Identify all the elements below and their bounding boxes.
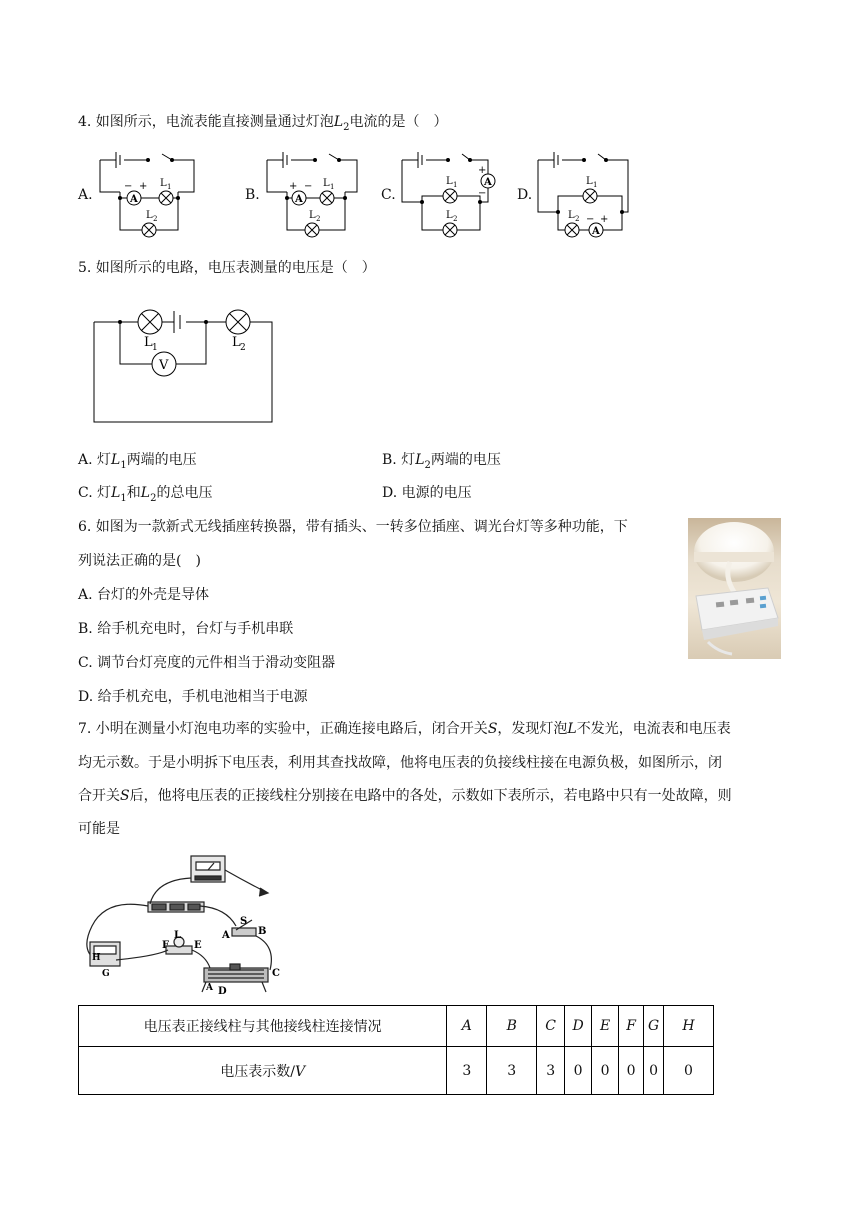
q4b-l2-sub: 2 [316,215,321,223]
q4a-l1-sub: 1 [167,183,172,191]
q4c-minus: − [478,188,487,199]
q5-option-a-pre: A. 灯 [78,452,112,468]
q7-line1-switch: S [487,721,498,737]
table-value-a: 3 [447,1047,487,1095]
q5-option-d: D. 电源的电压 [382,485,472,501]
q6-option-a: A. 台灯的外壳是导体 [78,587,210,603]
table-value-c: 3 [537,1047,565,1095]
q4-stem-var: L [333,114,344,130]
q4a-l2-sub: 2 [153,215,158,223]
q4d-plus: + [600,214,609,225]
q7-stem-line1 [78,719,731,739]
q5-option-a [78,450,197,476]
q4-stem-sub: 2 [343,121,350,133]
q4b-l1-sub: 1 [330,183,335,191]
q7-line1-lamp: L [567,721,577,737]
q4a-minus: − [124,181,133,192]
q7-label-a2: A [206,983,213,993]
q6-stem-line2: 列说法正确的是( ) [78,553,201,569]
q5-option-c-mid: 和 [126,485,141,501]
q7-line3-part-a: 合开关 [78,788,120,804]
q4a-plus: + [139,181,148,192]
table-col-e: E [592,1006,619,1047]
q6-stem-line1: 6. 如图为一款新式无线插座转换器，带有插头、一转多位插座、调光台灯等多种功能，下 [78,519,628,535]
q4d-ammeter-text: A [592,226,600,237]
table-col-a: A [447,1006,487,1047]
q5-option-c-pre: C. 灯 [78,485,112,501]
q5-option-a-var: L [111,452,121,468]
q7-apparatus-figure [76,846,292,996]
q7-label-s: S [240,916,248,927]
q4-stem-text: 4. 如图所示，电流表能直接测量通过灯泡 [78,114,334,130]
q4-stem-tail: 电流的是（ ） [349,114,448,130]
q5-option-b-var: L [415,452,425,468]
q5-option-b-pre: B. 灯 [382,452,416,468]
q4d-l1-sub: 1 [593,181,598,189]
q5-option-b [382,450,501,476]
q7-label-l: L [174,930,182,941]
q7-line3-switch: S [120,788,130,804]
q7-label-d: D [218,986,227,996]
table-col-d: D [565,1006,592,1047]
q7-line1-part-b: ，发现灯泡 [497,721,568,737]
table-value-d: 0 [565,1047,592,1095]
q4-circuit-a [96,146,200,242]
q4c-l1-sub: 1 [453,181,458,189]
table-row1-header: 电压表正接线柱与其他接线柱连接情况 [79,1006,447,1047]
q4b-minus: − [304,181,313,192]
lamp-socket-photo [688,518,781,659]
q4c-l2: L [446,210,453,221]
q7-line3-part-b: 后，他将电压表的正接线柱分别接在电路中的各处，示数如下表所示，若电路中只有一处故障，则 [129,788,732,804]
q4-option-a-label: A. [78,187,93,203]
table-row2-header [79,1047,447,1095]
q4d-l1: L [586,176,593,187]
q4b-l2: L [309,210,316,221]
q7-label-h: H [92,953,101,963]
q5-option-a-sub: 1 [120,459,127,471]
table-col-h: H [664,1006,714,1047]
table-col-f: F [619,1006,644,1047]
q4d-l2: L [568,210,575,221]
table-value-f: 0 [619,1047,644,1095]
table-col-b: B [487,1006,537,1047]
q4-stem [78,112,447,138]
q4-option-d-label: D. [517,187,533,203]
q4-circuit-d [534,146,638,242]
q5-option-c-var2: L [140,485,151,501]
table-row [79,1047,714,1095]
q7-stem-line4: 可能是 [78,821,120,837]
q4-option-b-label: B. [245,187,260,203]
q7-line1-part-c: 不发光，电流表和电压表 [576,721,731,737]
q4-circuit-b [263,146,367,242]
table-value-g: 0 [644,1047,664,1095]
q4b-l1: L [323,178,330,189]
table-row2-header-text: 电压表示数/ [220,1063,295,1080]
q5-option-c-post: 的总电压 [156,485,213,501]
q5-stem: 5. 如图所示的电路，电压表测量的电压是（ ） [78,260,376,276]
q4d-l2-sub: 2 [575,215,580,223]
table-col-c: C [537,1006,565,1047]
q5-option-c-sub1: 1 [120,492,127,504]
q4-option-c-label: C. [381,187,396,203]
q5-option-a-post: 两端的电压 [126,452,197,468]
q4b-ammeter-text: A [295,194,303,205]
q4c-l1: L [446,176,453,187]
table-value-h: 0 [664,1047,714,1095]
q4d-minus: − [586,214,595,225]
q5-voltmeter-text: V [159,358,169,373]
q7-label-g: G [102,969,110,979]
q4c-plus: + [478,165,487,176]
q7-stem-line2: 均无示数。于是小明拆下电压表，利用其查找故障，他将电压表的负接线柱接在电源负极，如图所示，闭 [78,755,722,771]
q5-l1-sub: 1 [152,343,158,353]
q6-option-c: C. 调节台灯亮度的元件相当于滑动变阻器 [78,655,336,671]
q7-stem-line3 [78,786,732,806]
q4a-l1: L [160,178,167,189]
q5-l1: L [144,335,153,350]
q7-label-e: E [194,940,202,951]
q5-l2-sub: 2 [240,343,246,353]
q4c-l2-sub: 2 [453,215,458,223]
q4b-plus: + [289,181,298,192]
q5-option-c [78,483,212,509]
q7-label-c: C [272,968,280,979]
table-row [79,1006,714,1047]
q5-l2: L [232,335,241,350]
q4c-ammeter-text: A [484,177,492,188]
q5-option-b-post: 两端的电压 [430,452,501,468]
q7-label-f: F [162,940,170,951]
q5-option-c-sub2: 2 [150,492,157,504]
q6-option-d: D. 给手机充电，手机电池相当于电源 [78,689,308,705]
q6-option-b: B. 给手机充电时，台灯与手机串联 [78,621,294,637]
q7-label-b: B [258,926,267,937]
q4-circuit-c [398,146,502,242]
table-col-g: G [644,1006,664,1047]
q5-circuit [88,304,278,428]
q7-voltage-table [78,1005,714,1095]
q5-option-c-var1: L [111,485,121,501]
q4a-l2: L [146,210,153,221]
table-value-e: 0 [592,1047,619,1095]
table-value-b: 3 [487,1047,537,1095]
q4a-ammeter-text: A [130,194,138,205]
q7-label-a: A [222,930,230,941]
table-row2-header-unit: V [294,1063,306,1080]
lamp-socket-illustration [688,518,781,659]
q7-line1-part-a: 7. 小明在测量小灯泡电功率的实验中，正确连接电路后，闭合开关 [78,721,488,737]
q5-option-b-sub: 2 [424,459,431,471]
